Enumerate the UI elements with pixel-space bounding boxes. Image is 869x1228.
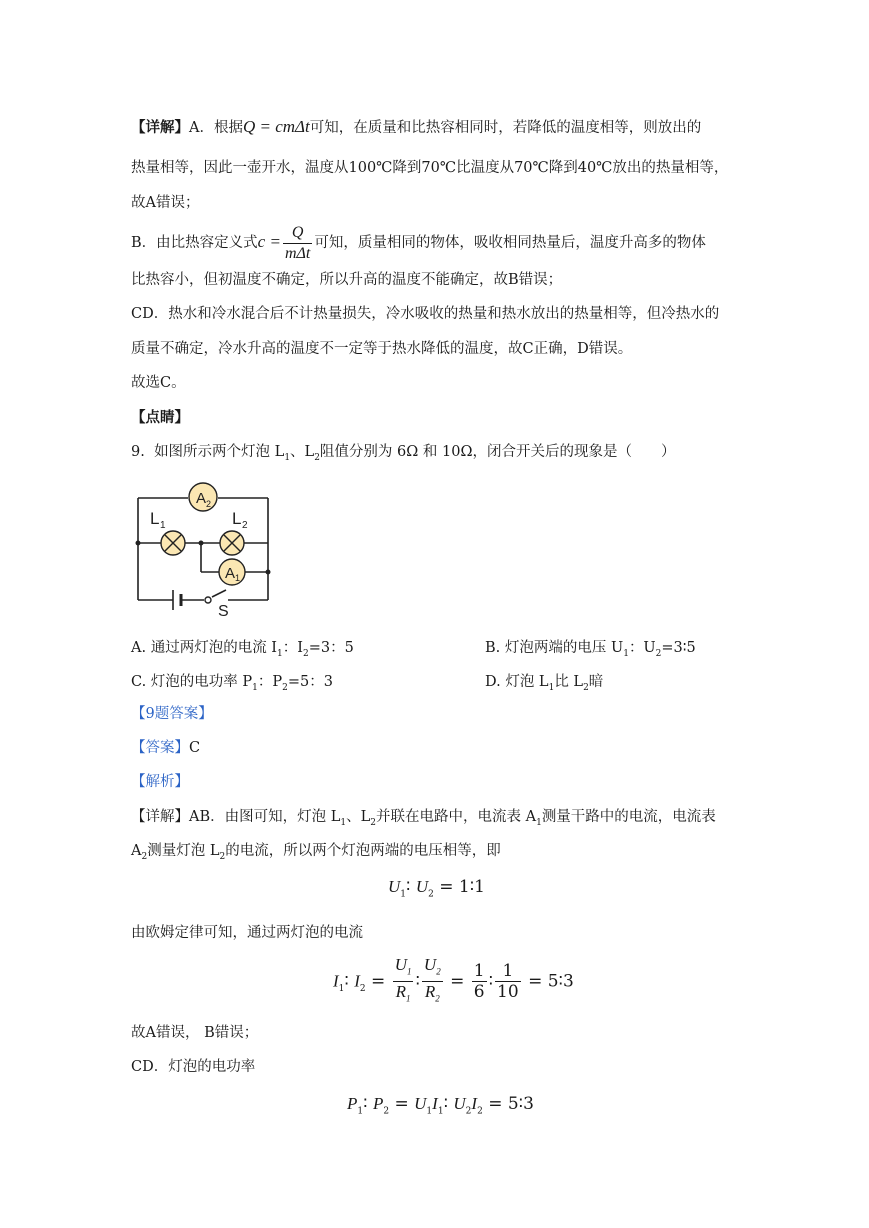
symbol: = 1∶1 [439, 877, 485, 897]
ammeter-a2-sub: 2 [206, 499, 212, 509]
sub: 2 [141, 851, 148, 862]
symbol: U [423, 955, 437, 974]
cd-power-line: CD．灯泡的电功率 [131, 1059, 256, 1075]
symbol: I [354, 971, 360, 991]
fraction-u2-r2 [422, 955, 443, 1009]
sub: 1 [406, 993, 411, 1004]
sub: 2 [655, 648, 662, 659]
sub: 1 [426, 1106, 433, 1117]
formula-q-cm-dt: Q = cmΔt [242, 117, 310, 136]
lamp-l2-label: L [232, 509, 242, 528]
question-9 [131, 442, 675, 468]
equation-current-ratio: $I_1∶$ $I_2$ = $\frac{U_1}{R_1}$ ∶ $\frac{U_2}{R_2}$ = $\frac{1}{6}$ ∶ $\frac{1}{10}$ = 5∶3 [333, 955, 574, 1009]
text: A．根据 [189, 120, 243, 136]
sub: 1 [536, 817, 542, 828]
symbol: U [394, 955, 407, 974]
symbol: P [347, 1094, 358, 1113]
sub: 2 [314, 452, 320, 463]
fraction-u1-r1 [393, 955, 414, 1009]
detail-line-cd2: 质量不确定，冷水升高的温度不一定等于热水降低的温度，故C正确，D错误。 [131, 341, 633, 357]
text: ：U [628, 640, 656, 656]
text: 暗 [588, 674, 604, 690]
text: 测量灯泡 L [147, 843, 220, 859]
text: D. 灯泡 L [485, 674, 549, 690]
detail-line-a2: 热量相等，因此一壶开水，温度从100℃降到70℃比温度从70℃降到40℃放出的热量相等， [131, 160, 729, 176]
ammeter-a2-label: A [196, 490, 207, 507]
symbol: R [395, 982, 407, 1002]
symbol: U [414, 1094, 427, 1113]
text: 可知，在质量和比热容相同时，若降低的温度相等，则放出的 [309, 120, 702, 136]
ammeter-a1-label: A [225, 565, 236, 582]
sub: 2 [436, 966, 441, 977]
sub: 2 [477, 1106, 483, 1117]
denominator: 10 [497, 982, 519, 1003]
symbol: R [424, 982, 436, 1002]
switch-label: S [218, 603, 229, 618]
symbol: U [453, 1094, 466, 1113]
equation-power-ratio: $P_1∶$ $P_2$ = $U_1I_1∶$ $U_2I_2$ = 5∶3 [347, 1094, 534, 1117]
text: 如图所示两个灯泡 L [154, 444, 285, 460]
numerator: 1 [473, 961, 485, 982]
sub: 2 [428, 889, 434, 900]
fraction-1-10 [495, 961, 521, 1002]
sub: 1 [548, 682, 555, 693]
question-number: 9. [131, 444, 145, 460]
sub: 1 [338, 983, 345, 994]
option-b [485, 636, 696, 659]
ab-wrong-line: 故A错误， B错误； [131, 1025, 259, 1041]
text: B．由比热容定义式 [131, 235, 258, 251]
sub: 1 [340, 817, 347, 828]
detail-line-cd: CD．热水和冷水混合后不计热量损失，冷水吸收的热量和热水放出的热量相等，但冷热水的 [131, 306, 720, 322]
lamp-l1-label: L [150, 509, 160, 528]
text: 的电流，所以两个灯泡两端的电压相等，即 [225, 843, 501, 859]
sub: 1 [623, 648, 629, 659]
lamp-l1-sub: 1 [160, 520, 166, 531]
sub: 2 [583, 682, 589, 693]
detail-line-b2: 比热容小，但初温度不确定，所以升高的温度不能确定，故B错误； [131, 272, 563, 288]
sub: 1 [406, 966, 412, 977]
text: 可知，质量相同的物体，吸收相同热量后，温度升高多的物体 [314, 235, 706, 251]
text: 比 L [554, 674, 584, 690]
text: 、L [290, 444, 315, 460]
comment-label: 【点睛】 [131, 409, 189, 426]
denominator: mΔt [284, 244, 311, 262]
denominator: 6 [473, 982, 485, 1003]
fraction-1-6 [472, 961, 487, 1002]
option-c [131, 670, 333, 693]
sub: 1 [400, 889, 407, 900]
sub: 2 [435, 993, 440, 1004]
sub: 2 [282, 682, 288, 693]
answer-label: 【答案】 [131, 740, 189, 756]
circuit-diagram [128, 478, 278, 618]
detail-line-a3: 故A错误； [131, 195, 200, 211]
detail-line-b [131, 222, 706, 264]
junction-dot [199, 541, 204, 546]
switch-contact [205, 597, 211, 603]
sub: 2 [370, 817, 376, 828]
analysis-label: 【解析】 [131, 774, 189, 790]
detail-label: 【详解】 [131, 119, 189, 136]
option-d [485, 670, 603, 693]
symbol: U [415, 877, 429, 896]
sub: 1 [284, 452, 291, 463]
symbol: I [432, 1094, 438, 1113]
text: 【详解】 [131, 809, 189, 825]
symbol: I [471, 1094, 478, 1113]
option-a [131, 636, 354, 659]
symbol: U [388, 877, 401, 896]
sub: 1 [437, 1106, 444, 1117]
junction-dot [136, 541, 141, 546]
symbol: P [372, 1094, 384, 1113]
sub: 2 [465, 1106, 472, 1117]
text: 阻值分别为 6Ω 和 10Ω，闭合开关后的现象是（ ） [319, 444, 676, 460]
sub: 2 [303, 648, 309, 659]
text: 测量干路中的电流，电流表 [541, 809, 716, 825]
detail-line-a [131, 117, 701, 138]
symbol: ∶ [406, 877, 411, 897]
numerator: 1 [495, 961, 521, 982]
text: C. 灯泡的电功率 P [131, 674, 253, 690]
junction-dot [266, 570, 271, 575]
sub: 2 [219, 851, 226, 862]
equation-u1-u2 [388, 877, 485, 899]
sub: 2 [359, 983, 366, 994]
symbol: = 5∶3 [488, 1094, 534, 1114]
formula-c: c = [257, 232, 281, 251]
text: =3：5 [308, 640, 354, 656]
sub: 1 [277, 648, 283, 659]
symbol: = 5∶3 [528, 971, 574, 992]
ohm-law-line: 由欧姆定律可知，通过两灯泡的电流 [131, 925, 363, 941]
ammeter-a1-sub: 1 [235, 573, 241, 583]
text: =5：3 [287, 674, 334, 690]
sub: 1 [357, 1106, 364, 1117]
text: A. 通过两灯泡的电流 I [131, 640, 278, 656]
text: 并联在电路中，电流表 A [375, 809, 537, 825]
text: =3∶5 [661, 640, 696, 656]
sub: 2 [383, 1106, 390, 1117]
sub: 1 [252, 682, 258, 693]
numerator: Q [283, 223, 312, 244]
detail-ab-line1 [131, 807, 716, 833]
answer-line [131, 738, 200, 758]
text: A [131, 843, 142, 859]
answer-value: C [189, 740, 201, 756]
answer-header: 【9题答案】 [131, 706, 213, 722]
text: ：P [257, 674, 283, 690]
text: B. 灯泡两端的电压 U [485, 640, 624, 656]
symbol: I [333, 971, 339, 991]
fraction-q-over-mdt [283, 223, 312, 264]
detail-ab-line2 [131, 841, 501, 867]
choose-line: 故选C。 [131, 375, 186, 391]
lamp-l2-sub: 2 [242, 520, 248, 531]
text: ：I [282, 640, 303, 656]
text: AB．由图可知，灯泡 L [189, 809, 341, 825]
text: 、L [346, 809, 371, 825]
